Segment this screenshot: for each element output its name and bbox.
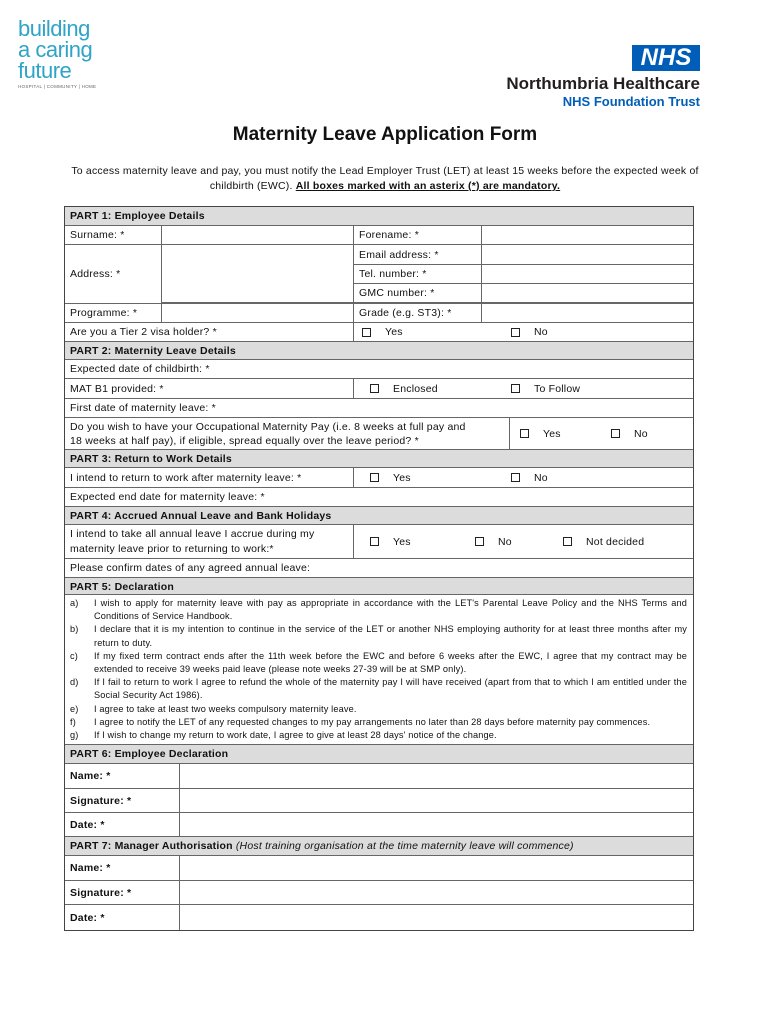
checkbox-icon[interactable] (370, 537, 379, 546)
grade-label: Grade (e.g. ST3): * (353, 304, 481, 322)
annual-leave-label: I intend to take all annual leave I accrue during my maternity leave prior to returning to work:* (70, 528, 315, 555)
part3-header: PART 3: Return to Work Details (65, 450, 693, 468)
matb1-row (65, 379, 693, 399)
end-date-label: Expected end date for maternity leave: * (70, 491, 265, 503)
manager-signature-input[interactable] (179, 881, 693, 904)
manager-date-label: Date: * (70, 911, 105, 924)
intro-text: To access maternity leave and pay, you must notify the Lead Employer Trust (LET) at least 15 weeks before the expected week of childbirth (EWC). All boxes marked with an asterix (*) are mandatory. (71, 165, 699, 192)
manager-name-label: Name: * (70, 862, 111, 875)
manager-date-row (65, 905, 693, 930)
checkbox-icon[interactable] (362, 328, 371, 337)
annual-leave-row (65, 525, 693, 559)
checkbox-icon[interactable] (611, 429, 620, 438)
programme-row (65, 303, 693, 323)
employee-signature-input[interactable] (179, 789, 693, 812)
employee-date-label: Date: * (70, 818, 105, 831)
surname-row (65, 226, 693, 245)
manager-signature-row (65, 881, 693, 905)
part1-header: PART 1: Employee Details (65, 207, 693, 226)
expected-date-row (65, 360, 693, 379)
page-title: Maternity Leave Application Form (232, 124, 538, 145)
gmc-input[interactable] (481, 284, 693, 303)
tier2-label: Are you a Tier 2 visa holder? * (70, 326, 217, 338)
trust-name: Northumbria Healthcare NHS Foundation Trust (506, 74, 700, 109)
checkbox-icon[interactable] (475, 537, 484, 546)
checkbox-icon[interactable] (370, 384, 379, 393)
employee-signature-row (65, 789, 693, 813)
annual-leave-yes[interactable]: Yes (353, 525, 473, 558)
part2-header: PART 2: Maternity Leave Details (65, 342, 693, 360)
spread-pay-yes[interactable]: Yes (509, 418, 601, 449)
declaration-item-e: e) I agree to take at least two weeks compulsory maternity leave. (70, 703, 357, 714)
checkbox-icon[interactable] (520, 429, 529, 438)
tel-label: Tel. number: * (353, 265, 481, 284)
tier2-no[interactable]: No (505, 323, 693, 341)
matb1-label: MAT B1 provided: * (70, 382, 164, 395)
employee-signature-label: Signature: * (70, 794, 132, 807)
address-block (65, 245, 693, 303)
declaration-item-d: d) If I fail to return to work I agree to refund the whole of the maternity pay I will have received (apart from that to which I am entitled under the Social Security Act 1986). (70, 677, 687, 701)
first-date-input[interactable] (353, 399, 693, 417)
nhs-logo: NHS (632, 45, 700, 71)
end-date-input[interactable] (353, 488, 693, 506)
checkbox-icon[interactable] (511, 328, 520, 337)
forename-input[interactable] (481, 226, 693, 244)
annual-leave-not-decided[interactable]: Not decided (563, 525, 693, 558)
declaration-list (65, 595, 693, 745)
checkbox-icon[interactable] (511, 473, 520, 482)
leave-dates-row (65, 559, 693, 578)
email-input[interactable] (481, 245, 693, 265)
employee-date-input[interactable] (179, 813, 693, 836)
declaration-item-a: a) I wish to apply for maternity leave with pay as appropriate in accordance with the LET's Parental Leave Policy and the NHS Terms and Conditions of Service Handbook. (70, 598, 687, 622)
leave-dates-label: Please confirm dates of any agreed annual leave: (70, 562, 311, 574)
employee-name-label: Name: * (70, 770, 111, 783)
employee-name-row (65, 764, 693, 789)
checkbox-icon[interactable] (511, 384, 520, 393)
tier2-row (65, 323, 693, 342)
checkbox-icon[interactable] (370, 473, 379, 482)
checkbox-icon[interactable] (563, 537, 572, 546)
surname-label: Surname: * (70, 229, 125, 241)
return-no[interactable]: No (505, 468, 693, 487)
expected-date-input[interactable] (353, 360, 693, 378)
programme-label: Programme: * (70, 307, 138, 319)
grade-input[interactable] (481, 304, 693, 322)
address-label: Address: * (70, 268, 121, 280)
employee-date-row (65, 813, 693, 837)
declaration-item-b: b) I declare that it is my intention to continue in the service of the LET or another NHS employing authority for at least three months after my return to duty. (70, 624, 687, 648)
expected-date-label: Expected date of childbirth: * (70, 363, 210, 375)
manager-name-row (65, 856, 693, 881)
leave-dates-input[interactable] (353, 559, 693, 577)
surname-input[interactable] (161, 226, 353, 244)
application-form (64, 206, 694, 931)
first-date-row (65, 399, 693, 418)
part4-header: PART 4: Accrued Annual Leave and Bank Holidays (65, 507, 693, 525)
part5-header: PART 5: Declaration (65, 578, 693, 595)
address-input[interactable] (161, 245, 353, 303)
part7-header: PART 7: Manager Authorisation (Host training organisation at the time maternity leave will commence) (65, 837, 693, 856)
manager-date-input[interactable] (179, 905, 693, 930)
end-date-row (65, 488, 693, 507)
spread-pay-row (65, 418, 693, 450)
spread-pay-no[interactable]: No (601, 418, 693, 449)
forename-label: Forename: * (353, 226, 481, 244)
declaration-item-g: g) If I wish to change my return to work date, I agree to give at least 28 days' notice of the change. (70, 730, 497, 741)
tier2-yes[interactable]: Yes (353, 323, 505, 341)
email-label: Email address: * (353, 245, 481, 265)
annual-leave-no[interactable]: No (473, 525, 563, 558)
return-intent-row (65, 468, 693, 488)
gmc-label: GMC number: * (353, 284, 481, 303)
programme-input[interactable] (161, 304, 353, 322)
spread-pay-label: Do you wish to have your Occupational Maternity Pay (i.e. 8 weeks at full pay and 18 weeks at half pay), if eligible, spread equally over the leave period? * (70, 421, 466, 447)
manager-signature-label: Signature: * (70, 886, 132, 899)
tel-input[interactable] (481, 265, 693, 284)
mandatory-note: All boxes marked with an asterix (*) are mandatory. (295, 180, 561, 192)
matb1-to-follow[interactable]: To Follow (505, 379, 693, 398)
part6-header: PART 6: Employee Declaration (65, 745, 693, 764)
matb1-enclosed[interactable]: Enclosed (353, 379, 505, 398)
return-intent-label: I intend to return to work after maternity leave: * (70, 471, 302, 484)
building-a-caring-future-logo: building a caring future HOSPITAL | COMMUNITY | HOME (18, 16, 97, 89)
manager-name-input[interactable] (179, 856, 693, 880)
declaration-item-c: c) If my fixed term contract ends after the 11th week before the EWC and before 6 weeks after the EWC, I agree that my contract may be extended to receive 39 weeks paid leave (please note weeks 27-39 will be at SMP only). (70, 650, 687, 675)
return-yes[interactable]: Yes (353, 468, 505, 487)
first-date-label: First date of maternity leave: * (70, 402, 216, 414)
declaration-item-f: f) I agree to notify the LET of any requested changes to my pay arrangements no later than 28 days before maternity pay commences. (70, 716, 651, 727)
employee-name-input[interactable] (179, 764, 693, 788)
